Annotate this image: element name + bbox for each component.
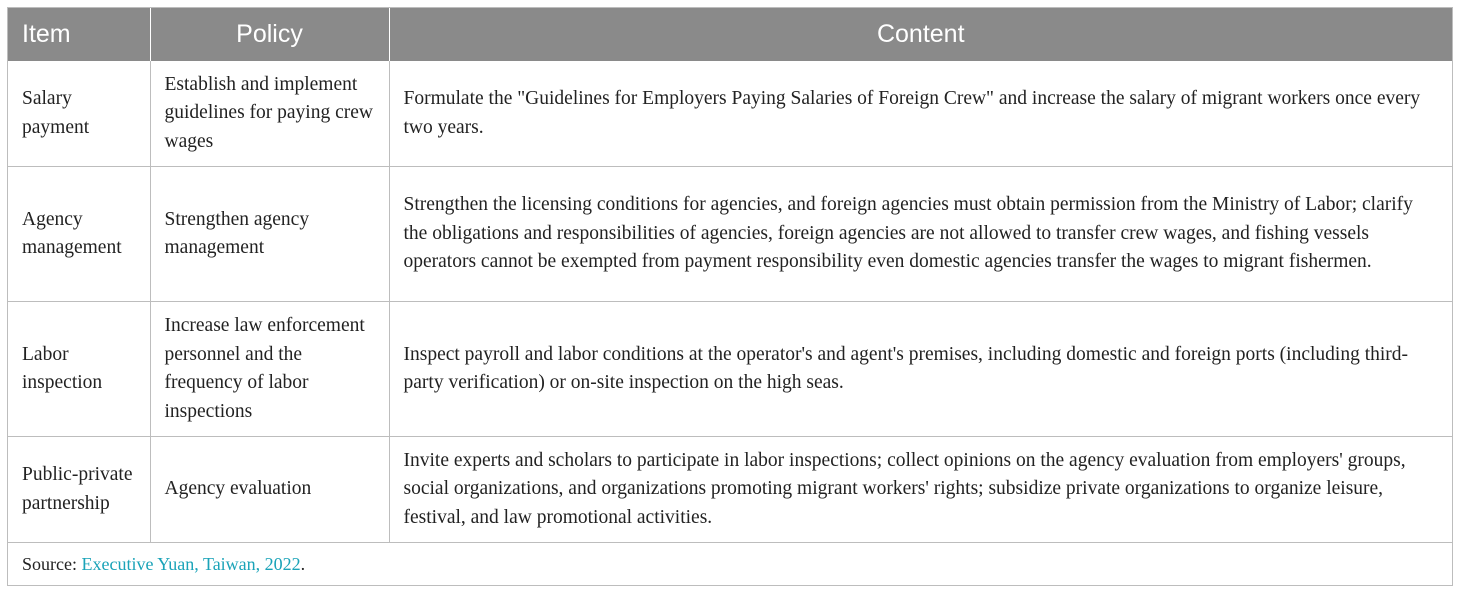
column-header-content: Content bbox=[389, 8, 1452, 61]
table-body bbox=[8, 61, 1452, 543]
column-header-item: Item bbox=[8, 8, 150, 61]
cell-policy: Strengthen agency management bbox=[150, 167, 389, 302]
source-suffix: . bbox=[300, 553, 306, 574]
source-link[interactable]: Executive Yuan, Taiwan, 2022 bbox=[81, 553, 301, 574]
column-header-policy: Policy bbox=[150, 8, 389, 61]
header-row bbox=[8, 8, 1452, 61]
table-row bbox=[8, 302, 1452, 437]
cell-item: Labor inspection bbox=[8, 302, 150, 437]
table-row bbox=[8, 437, 1452, 543]
table-row bbox=[8, 61, 1452, 167]
cell-content: Inspect payroll and labor conditions at the operator's and agent's premises, including domestic and foreign ports (including third-party verification) or on-site inspection on the high seas. bbox=[389, 302, 1452, 437]
cell-content: Invite experts and scholars to participate in labor inspections; collect opinions on the agency evaluation from employers' groups, social organizations, and organizations promoting migrant workers' rights; subsidize private organizations to organize leisure, festival, and law promotional activities. bbox=[389, 437, 1452, 543]
cell-policy: Establish and implement guidelines for paying crew wages bbox=[150, 61, 389, 167]
source-label: Source: bbox=[22, 553, 77, 574]
policy-table bbox=[8, 8, 1452, 543]
table-header bbox=[8, 8, 1452, 61]
cell-policy: Increase law enforcement personnel and the frequency of labor inspections bbox=[150, 302, 389, 437]
cell-content: Strengthen the licensing conditions for agencies, and foreign agencies must obtain permission from the Ministry of Labor; clarify the obligations and responsibilities of agencies, foreign agencies are not allowed to transfer crew wages, and fishing vessels operators cannot be exempted from payment responsibility even domestic agencies transfer the wages to migrant fishermen. bbox=[389, 167, 1452, 302]
policy-table-container bbox=[7, 7, 1453, 586]
cell-item: Salary payment bbox=[8, 61, 150, 167]
cell-item: Agency management bbox=[8, 167, 150, 302]
cell-item: Public-private partnership bbox=[8, 437, 150, 543]
table-row bbox=[8, 167, 1452, 302]
cell-policy: Agency evaluation bbox=[150, 437, 389, 543]
cell-content: Formulate the "Guidelines for Employers Paying Salaries of Foreign Crew" and increase the salary of migrant workers once every two years. bbox=[389, 61, 1452, 167]
table-footer bbox=[8, 543, 1452, 585]
